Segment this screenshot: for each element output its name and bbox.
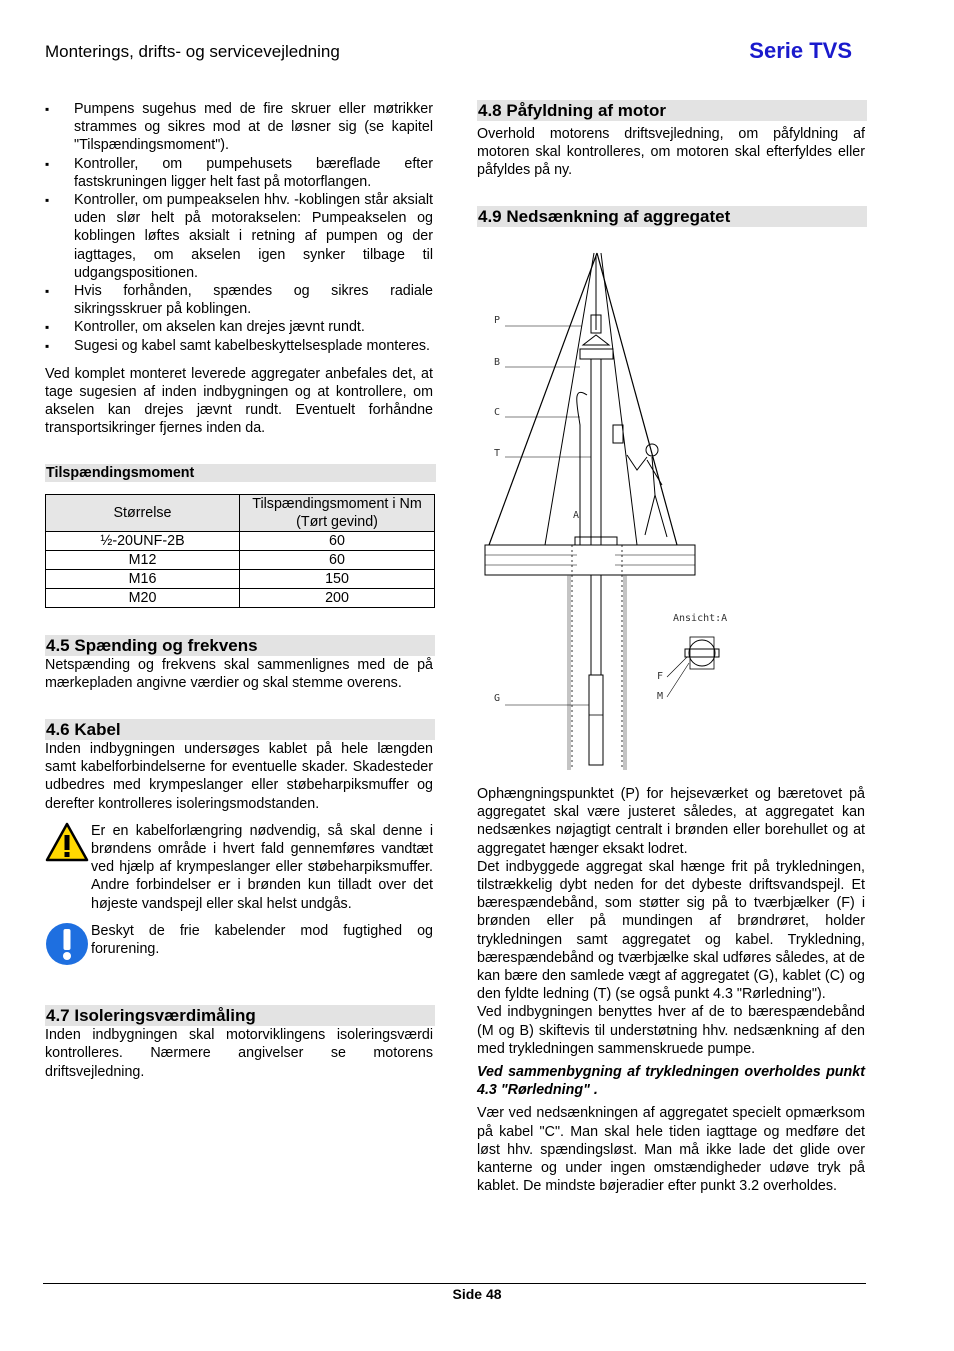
table-row (46, 588, 435, 607)
list-item: ▪ Kontroller, om akselen kan drejes jævnt rundt. (45, 318, 433, 336)
warning-text: Er en kabelforlængring nødvendig, så skal denne i brøndens område i hvert fald gennemføres vandtæt ved hjælp af krympeslanger eller støbeharpiksmuffer. Andre forbindelser er i brønden kun tilladt over det højeste vandspejl eller skal helst undgås. (91, 822, 433, 912)
table-row (46, 531, 435, 550)
section-text: Netspænding og frekvens skal sammenlignes med de på mærkepladen angivne værdier og skal stemme overens. (45, 656, 433, 691)
torque-table (45, 494, 435, 608)
intro-paragraph: Ved komplet monteret leverede aggregater anbefales det, at tage sugesien af inden indbygningen og at kontrollere, om akselen kan drejes jævnt rundt. Eventuelt forhåndne transportsikringer fjernes inden da. (45, 365, 433, 437)
section-text: Overhold motorens driftsvejledning, om påfyldning af motoren skal kontrolleres, om motoren skal efterfyldes eller påfyldes på ny. (477, 126, 865, 179)
figure-label-p: P (494, 315, 501, 326)
list-item: ▪ Kontroller, om pumpeakselen hhv. -koblingen står aksialt uden slør helt på motorakselen: Pumpeakselen og koblingen løftes aksialt i retning af pumpen og der iagttages, om akselen igen synker tilbage til udgangspositionen. (45, 191, 433, 282)
section-text: Inden indbygningen undersøges kablet på hele længden samt kabelforbindelserne for eventuelle skader. Skadesteder udbedres med krympeslanger eller støbeharpiksmuffer og derefter kontrolleres isoleringsmodstanden. (45, 741, 433, 812)
paragraph: Vær ved nedsænkningen af aggregatet specielt opmærksom på kabel "C". Man skal hele tiden iagttage og medføre det løst hhv. spændingsløst. Man må ikke lade det glide over kanterne og under ingen omstændigheder udøve tryk på kablet. De mindste bøjeradier efter punkt 3.2 overholdes. (477, 1105, 865, 1195)
paragraph: Det indbyggede aggregat skal hænge frit på trykledningen, tilstrækkelig dybt neden for det dybeste driftsvandspejl. Et bærespændebånd, som støtter sig på to tværbjælker (F) i brønden eller på mundingen af brøndrøret, holder trykledningen samt aggregatet og kabel. Trykledning, bærespændebånd og tværbjælke skal udføres således, at de kan bære den samlede vægt af aggregatet (G), kablet (C) og den fyldte ledning (T) (se også punkt 4.3 "Rørledning"). (477, 858, 865, 1003)
list-item: ▪ Hvis forhånden, spændes og sikres radiale sikringsskruer på koblingen. (45, 282, 433, 318)
figure-label-view: Ansicht:A (673, 613, 728, 624)
footer-divider (43, 1283, 866, 1284)
paragraph: Ophængningspunktet (P) for hejseværket og bæretovet på aggregatet skal være justeret således, at aggregatet kan nedsænkes nøjagtigt centralt i brønden eller borehullet og at aggregatet hænger eksakt lodret. (477, 786, 865, 857)
figure-label-g: G (494, 693, 501, 704)
table-cell: 200 (240, 588, 435, 607)
exclamation-info-icon (45, 922, 91, 971)
column-header: Tilspændingsmoment i Nm (Tørt gevind) (240, 494, 435, 531)
torque-heading: Tilspændingsmoment (45, 464, 436, 482)
notice-block (45, 922, 433, 971)
warning-icon (45, 822, 91, 913)
notice-text: Beskyt de frie kabelender mod fugtighed og forurening. (91, 922, 433, 958)
warning-block (45, 822, 433, 913)
figure-label-t: T (494, 448, 501, 459)
right-column-lower (477, 785, 865, 1195)
table-cell: 60 (240, 531, 435, 550)
left-column (45, 100, 433, 1081)
paragraph: Ved indbygningen benyttes hver af de to bærespændebånd (M og B) skiftevis til understøtning hhv. nedsænkning af den med trykledningen sammenskruede pumpe. (477, 1004, 865, 1057)
figure-label-a: A (573, 510, 580, 521)
section-heading-4-5: 4.5 Spænding og frekvens (45, 635, 435, 656)
table-header-row (46, 494, 435, 531)
table-row (46, 569, 435, 588)
page-number: Side 48 (452, 1286, 502, 1302)
figure-label-f: F (657, 671, 664, 682)
table-cell: M20 (46, 588, 240, 607)
table-row (46, 550, 435, 569)
bold-note: Ved sammenbygning af trykledningen overholdes punkt 4.3 "Rørledning" . (477, 1064, 865, 1099)
series-title: Serie TVS (749, 38, 852, 63)
figure-label-b: B (494, 357, 501, 368)
table-cell: M12 (46, 550, 240, 569)
list-item: ▪ Pumpens sugehus med de fire skruer eller møtrikker strammes og sikres mod at de løsner sig (se kapitel "Tilspændingsmoment"). (45, 100, 433, 155)
section-heading-4-8: 4.8 Påfyldning af motor (477, 100, 867, 121)
table-cell: ½-20UNF-2B (46, 531, 240, 550)
document-title: Monterings, drifts- og servicevejledning (45, 42, 340, 61)
checklist (45, 100, 433, 355)
table-cell: 150 (240, 569, 435, 588)
right-column (477, 100, 865, 227)
list-item: ▪ Kontroller, om pumpehusets bæreflade efter fastskruningen ligger helt fast på motorflangen. (45, 155, 433, 191)
section-text: Inden indbygningen skal motorviklingens isoleringsværdi kontrolleres. Nærmere angivelser se motorens driftsvejledning. (45, 1027, 433, 1080)
figure-label-m: M (657, 691, 664, 702)
section-heading-4-6: 4.6 Kabel (45, 719, 435, 740)
section-heading-4-7: 4.7 Isoleringsværdimåling (45, 1005, 435, 1026)
table-cell: M16 (46, 569, 240, 588)
table-cell: 60 (240, 550, 435, 569)
figure-label-c: C (494, 407, 501, 418)
installation-diagram (477, 245, 867, 775)
list-item: ▪ Sugesi og kabel samt kabelbeskyttelsesplade monteres. (45, 337, 433, 355)
column-header: Størrelse (46, 494, 240, 531)
section-heading-4-9: 4.9 Nedsænkning af aggregatet (477, 206, 867, 227)
